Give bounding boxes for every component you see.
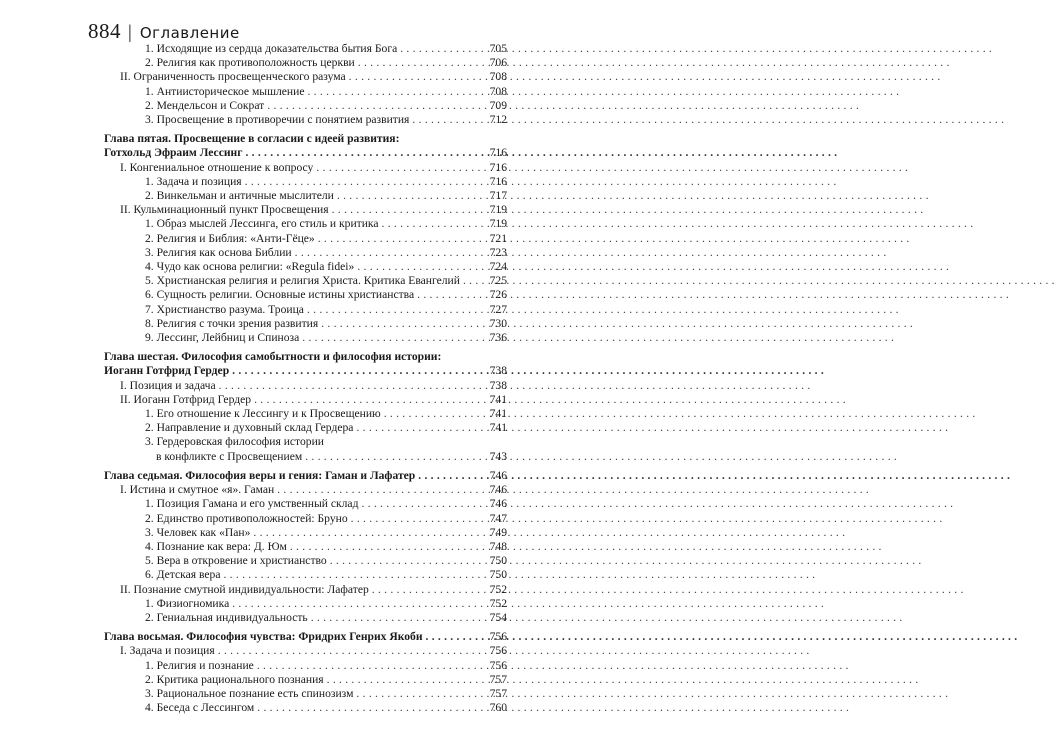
page-ref: 738 [489, 364, 507, 378]
leader-dots [426, 630, 487, 644]
toc-entry[interactable] [145, 673, 507, 687]
leader-dots [307, 85, 486, 99]
leader-dots [257, 701, 486, 715]
page-ref: 725 [489, 274, 507, 288]
page-ref: 708 [489, 84, 507, 98]
toc-entry[interactable] [145, 175, 507, 189]
toc-entry[interactable] [145, 497, 507, 511]
leader-dots [245, 146, 486, 160]
entry-title: I. Конгениальное отношение к вопросу [120, 160, 314, 174]
toc-entry[interactable] [145, 246, 507, 260]
chapter-heading-line[interactable] [104, 132, 507, 146]
toc-entry[interactable] [145, 56, 507, 70]
toc-entry[interactable] [145, 85, 507, 99]
page-ref: 716 [489, 174, 507, 188]
page-ref: 709 [489, 98, 507, 112]
toc-entry[interactable] [145, 217, 507, 231]
entry-title: I. Истина и смутное «я». Гаман [120, 483, 275, 497]
leader-dots [384, 407, 487, 421]
entry-title: 9. Лессинг, Лейбниц и Спиноза [145, 331, 300, 345]
leader-dots [318, 232, 487, 246]
page-ref: 736 [489, 331, 507, 345]
chapter-8 [0, 630, 600, 715]
running-head [88, 19, 240, 44]
page-ref: 743 [489, 449, 507, 463]
toc-entry[interactable] [145, 540, 507, 554]
entry-title: 1. Исходящие из сердца доказательства бытия Бога [145, 42, 398, 55]
page-ref: 741 [489, 407, 507, 421]
page-ref: 754 [489, 610, 507, 624]
leader-dots [321, 317, 486, 331]
leader-dots [417, 288, 486, 302]
page-ref: 756 [489, 658, 507, 672]
page-ref: 741 [489, 421, 507, 435]
page-ref: 756 [489, 644, 507, 658]
leader-dots [267, 99, 486, 113]
page-ref: 750 [489, 554, 507, 568]
leader-dots [290, 540, 487, 554]
toc-entry[interactable] [145, 260, 507, 274]
page-ref: 748 [489, 539, 507, 553]
entry-title: I. Задача и позиция [120, 644, 215, 658]
entry-title: 1. Задача и позиция [145, 174, 242, 188]
leader-dots [357, 260, 486, 274]
page-number: 884 [88, 19, 121, 43]
page-ref: 724 [489, 260, 507, 274]
leader-dots [412, 113, 486, 127]
entry-title: 1. Физиогномика [145, 596, 230, 610]
entry-title: 1. Антиисторическое мышление [145, 84, 305, 98]
leader-dots [245, 175, 487, 189]
toc-entry[interactable] [145, 611, 507, 625]
entry-title: 1. Его отношение к Лессингу и к Просвещению [145, 407, 381, 421]
chapter-entries [0, 379, 600, 436]
page-ref: 726 [489, 288, 507, 302]
page-ref: 752 [489, 582, 507, 596]
chapter-entries [0, 161, 600, 346]
entry-title: II. Познание смутной индивидуальности: Лафатер [120, 582, 369, 596]
chapter-5 [0, 132, 600, 345]
toc-entry[interactable] [145, 189, 507, 203]
page-ref: 723 [489, 245, 507, 259]
entry-title: 2. Мендельсон и Сократ [145, 98, 265, 112]
toc-section-entry[interactable] [120, 644, 507, 658]
toc-entry[interactable] [145, 232, 507, 246]
page-ref: 717 [489, 189, 507, 203]
chapter-heading-text: Глава пятая. Просвещение в согласии с идеей развития: [104, 132, 400, 146]
leader-dots [330, 554, 487, 568]
entry-title: 2. Религия и Библия: «Анти-Гёце» [145, 231, 315, 245]
entry-title: 4. Чудо как основа религии: «Regula fidei» [145, 260, 355, 274]
page-ref: 738 [489, 378, 507, 392]
page-ref: 705 [489, 42, 507, 55]
page-ref: 716 [489, 160, 507, 174]
entry-title: 2. Гениальная индивидуальность [145, 610, 308, 624]
entry-title: 2. Религия как противоположность церкви [145, 56, 355, 70]
leader-dots [219, 379, 487, 393]
entry-title: 3. Человек как «Пан» [145, 525, 251, 539]
toc-section-entry[interactable] [120, 379, 507, 393]
entry-title: 8. Религия с точки зрения развития [145, 316, 319, 330]
chapter-entries [0, 483, 600, 625]
leader-dots [277, 483, 486, 497]
entry-title: 1. Религия и познание [145, 658, 254, 672]
leader-dots [361, 497, 486, 511]
toc-entry-multiline[interactable] [145, 435, 507, 449]
entry-title: 4. Познание как вера: Д. Юм [145, 539, 287, 553]
leader-dots [223, 568, 486, 582]
page-ref: 721 [489, 231, 507, 245]
chapter-heading-entry[interactable] [104, 630, 507, 644]
chapter-entries [0, 644, 600, 715]
entry-title: I. Позиция и задача [120, 378, 216, 392]
page-ref: 719 [489, 203, 507, 217]
leader-dots [295, 246, 487, 260]
leader-dots [382, 217, 487, 231]
toc-entry[interactable] [145, 113, 507, 127]
toc-entry[interactable] [145, 687, 507, 701]
chapter-7 [0, 469, 600, 625]
page-ref: 752 [489, 596, 507, 610]
entry-title: 1. Позиция Гамана и его умственный склад [145, 497, 359, 511]
leader-dots [349, 70, 487, 84]
chapter-heading-entry[interactable] [104, 469, 507, 483]
entry-title: 2. Критика рационального познания [145, 672, 324, 686]
entry-title: 2. Винкельман и античные мыслители [145, 189, 334, 203]
toc-entry[interactable] [145, 659, 507, 673]
entry-title: в конфликте с Просвещением [156, 449, 303, 463]
toc-entry[interactable] [145, 42, 507, 56]
entry-title: 3. Религия как основа Библии [145, 245, 292, 259]
chapter-heading-entry[interactable] [104, 146, 507, 160]
toc-section-entry[interactable] [120, 483, 507, 497]
page-ref: 760 [489, 701, 507, 715]
page-ref: 727 [489, 302, 507, 316]
page-ref: 730 [489, 316, 507, 330]
page-ref: 746 [489, 468, 507, 482]
entry-title: 3. Просвещение в противоречии с понятием развития [145, 113, 410, 127]
toc-entry[interactable] [145, 274, 507, 288]
leader-dots [311, 611, 487, 625]
entry-title: 6. Детская вера [145, 568, 221, 582]
toc-section-entry[interactable] [120, 203, 507, 217]
toc-entry[interactable] [145, 303, 507, 317]
chapter-heading-entry[interactable] [104, 364, 507, 378]
toc-entry[interactable] [145, 512, 507, 526]
leader-dots [351, 512, 487, 526]
leader-dots [337, 189, 487, 203]
chapter-heading-text: Готхольд Эфраим Лессинг [104, 146, 243, 160]
leader-dots [307, 303, 487, 317]
page-ref: 749 [489, 525, 507, 539]
toc-entry[interactable] [145, 407, 507, 421]
chapter-heading-text: Глава восьмая. Философия чувства: Фридрих Генрих Якоби [104, 630, 423, 644]
leader-dots [253, 526, 486, 540]
leader-dots [358, 56, 487, 70]
toc-entry[interactable] [145, 331, 507, 345]
toc-entry[interactable] [145, 701, 507, 715]
toc-section-entry[interactable] [120, 161, 507, 175]
chapter-heading-text: Глава шестая. Философия самобытности и философия истории: [104, 350, 442, 364]
page-ref: 746 [489, 483, 507, 497]
leader-dots [418, 469, 486, 483]
toc-entry[interactable] [145, 317, 507, 331]
page-ref: 708 [489, 70, 507, 84]
leader-dots [327, 673, 487, 687]
page-ref: 747 [489, 511, 507, 525]
leader-dots [302, 331, 486, 345]
toc-entry[interactable] [145, 288, 507, 302]
toc-section-entry[interactable] [120, 70, 507, 84]
leader-dots [305, 450, 486, 464]
toc-entry[interactable] [145, 421, 507, 435]
toc-entry[interactable] [145, 99, 507, 113]
leader-dots [218, 644, 487, 658]
page-ref: 750 [489, 568, 507, 582]
leader-dots [316, 161, 486, 175]
entry-title: 2. Единство противоположностей: Бруно [145, 511, 348, 525]
toc-entry[interactable] [145, 554, 507, 568]
toc-block-continued [0, 42, 600, 127]
leader-dots [400, 42, 486, 56]
page-ref: 757 [489, 686, 507, 700]
leader-dots [254, 393, 487, 407]
page-ref: 756 [489, 630, 507, 644]
entry-title: 5. Вера в откровение и христианство [145, 554, 327, 568]
entry-title: 2. Направление и духовный склад Гердера [145, 421, 354, 435]
leader-dots [372, 583, 487, 597]
page-ref: 716 [489, 146, 507, 160]
entry-title: 3. Рациональное познание есть спинозизм [145, 686, 354, 700]
entry-title: 4. Беседа с Лессингом [145, 701, 255, 715]
toc-section-entry[interactable] [120, 583, 507, 597]
leader-dots [232, 597, 486, 611]
entry-title: 1. Образ мыслей Лессинга, его стиль и критика [145, 217, 379, 231]
toc-entry[interactable] [145, 450, 507, 464]
page-ref: 746 [489, 497, 507, 511]
running-head-separator: | [128, 22, 132, 43]
chapter-heading-text: Глава седьмая. Философия веры и гения: Гаман и Лафатер [104, 468, 416, 482]
toc-entry[interactable] [145, 597, 507, 611]
leader-dots [232, 364, 486, 378]
page-ref: 706 [489, 56, 507, 70]
leader-dots [356, 421, 486, 435]
leader-dots [257, 659, 487, 673]
toc-entry[interactable] [145, 526, 507, 540]
leader-dots [356, 687, 486, 701]
table-of-contents [0, 42, 600, 715]
page-ref: 741 [489, 392, 507, 406]
chapter-heading-text: Иоганн Готфрид Гердер [104, 364, 230, 378]
page-ref: 712 [489, 113, 507, 127]
running-head-title: Оглавление [139, 24, 240, 42]
chapter-heading-line[interactable] [104, 350, 507, 364]
toc-entry[interactable] [145, 568, 507, 582]
leader-dots [332, 203, 487, 217]
entry-title: 3. Гердеровская философия истории [145, 435, 324, 449]
entry-title: 5. Христианская религия и религия Христа. Критика Евангелий [145, 274, 460, 288]
leader-dots [463, 274, 487, 288]
page-ref: 757 [489, 672, 507, 686]
page-ref: 719 [489, 217, 507, 231]
toc-section-entry[interactable] [120, 393, 507, 407]
entry-title: 6. Сущность религии. Основные истины христианства [145, 288, 415, 302]
chapter-6 [0, 350, 600, 464]
entry-title: II. Ограниченность просвещенческого разума [120, 70, 346, 84]
entry-title: 7. Христианство разума. Троица [145, 302, 304, 316]
entry-title: II. Иоганн Готфрид Гердер [120, 392, 252, 406]
entry-title: II. Кульминационный пункт Просвещения [120, 203, 329, 217]
